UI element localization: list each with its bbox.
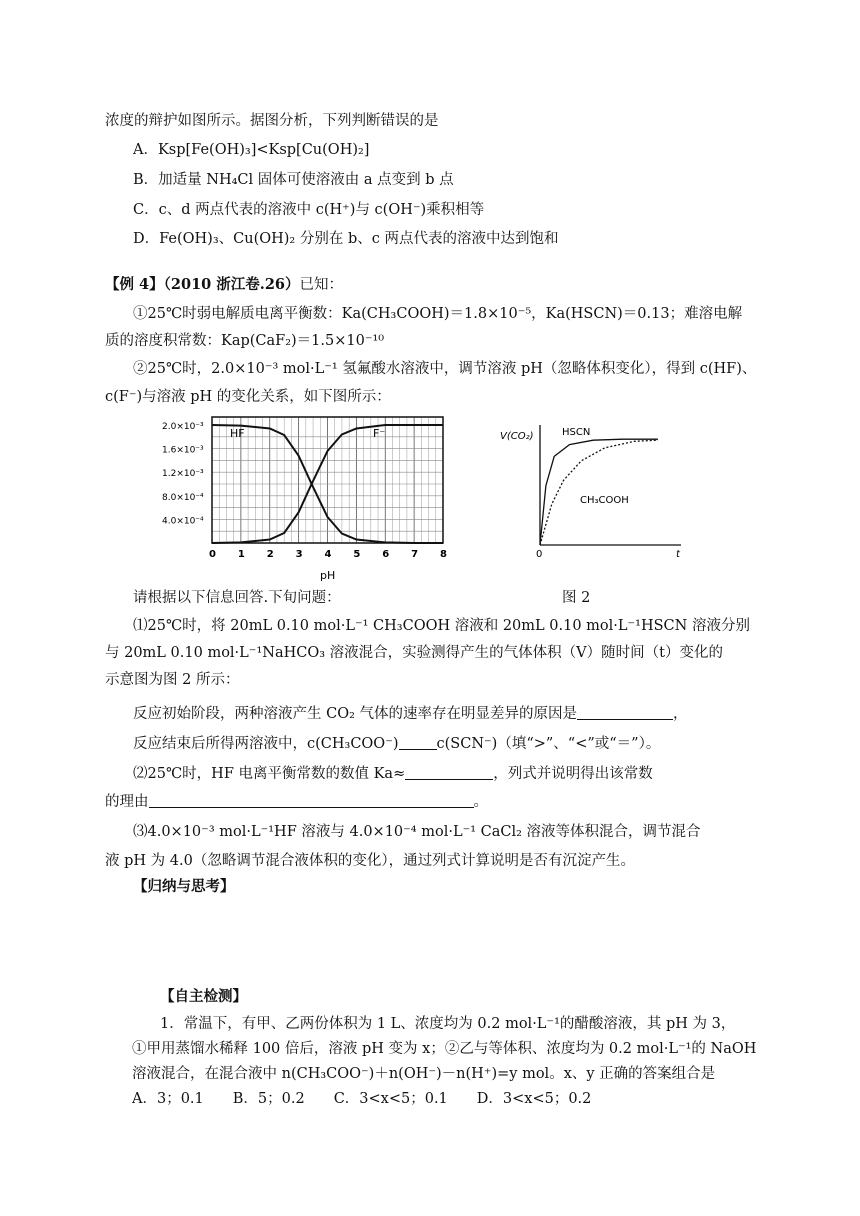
q1-line-e: [133, 734, 660, 754]
series-hscn-label: HSCN: [562, 427, 591, 438]
chart1-y-tick-label: 1.6×10⁻³: [162, 445, 204, 456]
known-1-line-b: 质的溶度积常数：Kap(CaF₂)＝1.5×10⁻¹⁰: [105, 333, 385, 349]
q1-compare-hint: c(SCN⁻)（填“>”、“<”或“＝”）。: [436, 736, 661, 752]
self-check-q1-line-b: ①甲用蒸馏水稀释 100 倍后，溶液 pH 变为 x；②乙与等体积、浓度均为 0.2 mol·L⁻¹的 NaOH: [132, 1041, 757, 1057]
q2-line-a: [133, 764, 653, 784]
series-ch3cooh-line: [540, 440, 658, 545]
example-4-title-suffix: 已知：: [299, 277, 344, 293]
example-4-heading: [105, 275, 343, 295]
q1-line-d: [133, 704, 688, 724]
self-check-q1-line-a: 1．常温下，有甲、乙两份体积为 1 L、浓度均为 0.2 mol·L⁻¹的醋酸溶液，其 pH 为 3，: [160, 1016, 736, 1032]
chart1-x-tick-label: 3: [295, 549, 303, 560]
chart1-x-tick-label: 8: [440, 549, 447, 560]
q2-reason-prompt: 的理由: [105, 794, 149, 810]
chart1-y-ticks: [162, 422, 204, 526]
option-b: B．加适量 NH₄Cl 固体可使溶液由 a 点变到 b 点: [133, 172, 454, 188]
example-4-title: 【例 4】（2010 浙江卷.26）: [105, 276, 300, 293]
chart1-x-tick-label: 0: [209, 549, 216, 560]
known-2-line-a: ②25℃时，2.0×10⁻³ mol·L⁻¹ 氢氟酸水溶液中，调节溶液 pH（忽略体积变化），得到 c(HF)、: [133, 361, 757, 377]
option-d: D．Fe(OH)₃、Cu(OH)₂ 分别在 b、c 两点代表的溶液中达到饱和: [133, 231, 559, 247]
chart1-xlabel: pH: [320, 569, 336, 582]
q2-reason-blank[interactable]: [149, 792, 474, 808]
chart1-y-tick-label: 1.2×10⁻³: [162, 469, 204, 480]
chart2-origin: 0: [536, 549, 543, 560]
chart1-y-tick-label: 8.0×10⁻⁴: [162, 492, 204, 503]
chart1-grid: [212, 417, 443, 543]
option-c: C．c、d 两点代表的溶液中 c(H⁺)与 c(OH⁻)乘积相等: [133, 202, 485, 218]
self-check-q1-options: A．3；0.1 B．5；0.2 C．3<x<5；0.1 D．3<x<5；0.2: [132, 1091, 592, 1107]
q2-ka-suffix: ，列式并说明得出该常数: [493, 766, 653, 782]
known-1-line-a: ①25℃时弱电解质电离平衡数：Ka(CH₃COOH)＝1.8×10⁻⁵，Ka(HSCN)＝0.13；难溶电解: [133, 306, 743, 322]
chart1-y-tick-label: 2.0×10⁻³: [162, 422, 204, 432]
chart1-x-tick-label: 6: [382, 549, 390, 560]
figure-2-label: 图 2: [562, 590, 591, 606]
q1-reason-prompt: 反应初始阶段，两种溶液产生 CO₂ 气体的速率存在明显差异的原因是: [133, 706, 578, 722]
series-ch3cooh-label: CH₃COOH: [580, 495, 629, 506]
series-hf-label: HF: [230, 427, 245, 440]
chart1-y-tick-label: 4.0×10⁻⁴: [162, 516, 204, 527]
chart1-x-tick-label: 7: [411, 549, 419, 560]
chart1-x-tick-label: 1: [237, 549, 245, 560]
q2-ka-blank[interactable]: [405, 764, 493, 780]
chart2-ylabel: V(CO₂): [500, 431, 534, 442]
q1-line-b: 与 20mL 0.10 mol·L⁻¹NaHCO₃ 溶液混合，实验测得产生的气体体积（V）随时间（t）变化的: [105, 645, 723, 661]
series-f-label: F⁻: [373, 427, 386, 440]
q1-reason-end: ，: [673, 706, 688, 722]
q2-reason-end: 。: [473, 794, 488, 810]
chart1-x-tick-label: 5: [353, 549, 361, 560]
co2-volume-time-chart: [498, 415, 688, 560]
option-a: A．Ksp[Fe(OH)₃]<Ksp[Cu(OH)₂]: [133, 142, 370, 158]
q2-line-b: [105, 792, 488, 812]
q1-compare-blank[interactable]: [399, 734, 437, 750]
chart1-x-ticks: [209, 549, 447, 560]
series-hscn-line: [540, 439, 658, 545]
hf-f-ph-chart: [160, 405, 465, 583]
chart2-xlabel: t: [676, 549, 680, 560]
chart1-x-tick-label: 2: [266, 549, 274, 560]
q1-line-c: 示意图为图 2 所示：: [105, 672, 240, 688]
q2-ka-prompt: ⑵25℃时，HF 电离平衡常数的数值 Ka≈: [133, 766, 406, 782]
q1-compare-prompt: 反应结束后所得两溶液中，c(CH₃COO⁻): [133, 736, 399, 752]
after-figures-text: 请根据以下信息回答.下旬问题：: [133, 590, 341, 606]
q3-line-a: ⑶4.0×10⁻³ mol·L⁻¹HF 溶液与 4.0×10⁻⁴ mol·L⁻¹ CaCl₂ 溶液等体积混合，调节混合: [133, 824, 701, 840]
self-check-heading: 【自主检测】: [160, 988, 247, 1005]
known-2-line-b: c(F⁻)与溶液 pH 的变化关系，如下图所示：: [105, 389, 391, 405]
q1-reason-blank[interactable]: [577, 704, 673, 720]
self-check-q1-line-c: 溶液混合，在混合液中 n(CH₃COO⁻)＋n(OH⁻)－n(H⁺)=y mol。x、y 正确的答案组合是: [132, 1066, 716, 1082]
question-stem-tail: 浓度的辩护如图所示。据图分析，下列判断错误的是: [105, 113, 439, 129]
q1-line-a: ⑴25℃时，将 20mL 0.10 mol·L⁻¹ CH₃COOH 溶液和 20mL 0.10 mol·L⁻¹HSCN 溶液分别: [133, 618, 750, 634]
summary-heading: 【归纳与思考】: [133, 878, 235, 895]
q3-line-b: 液 pH 为 4.0（忽略调节混合液体积的变化），通过列式计算说明是否有沉淀产生。: [105, 853, 636, 869]
chart1-x-tick-label: 4: [324, 549, 332, 560]
